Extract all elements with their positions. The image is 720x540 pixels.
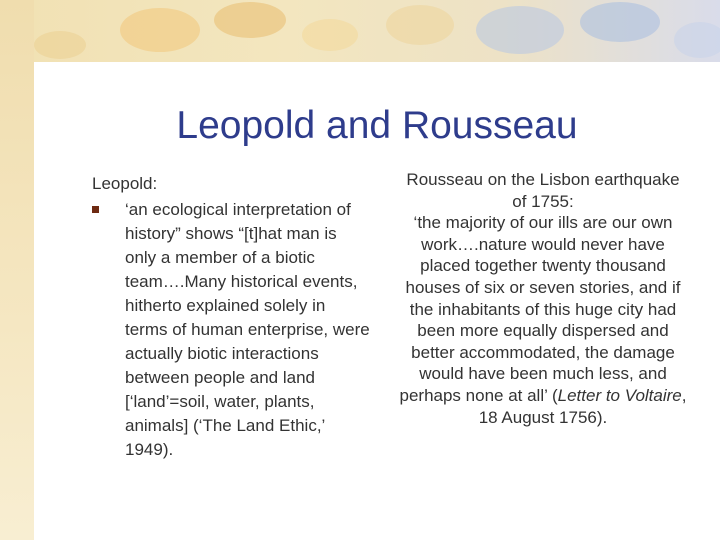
decorative-leaves-banner xyxy=(0,0,720,70)
rousseau-source-date: , 18 August 1756). xyxy=(478,385,687,427)
leopold-heading: Leopold: xyxy=(92,174,158,193)
leopold-bullet-item xyxy=(92,198,382,462)
decorative-left-band xyxy=(0,0,34,540)
rousseau-column xyxy=(398,169,688,428)
leopold-column xyxy=(92,172,382,462)
rousseau-quote-text: ‘the majority of our ills are our own work….nature would never have placed together twenty thousand houses of six or seven stories, and if the inhabitants of this huge city had been more equally dispersed and better accommodated, the damage would have been much less, and perhaps none at all’ ( xyxy=(399,213,681,405)
square-bullet-icon xyxy=(92,206,99,213)
rousseau-source-title: Letter to Voltaire xyxy=(557,385,682,405)
leopold-quote: ‘an ecological interpretation of history” shows “[t]hat man is only a member of a biotic team….Many historical events, hitherto explained solely in terms of human enterprise, were actually biotic interactions between people and land [‘land’=soil, water, plants, animals] (‘The Land Ethic,’ 1949). xyxy=(125,200,370,459)
rousseau-heading: Rousseau on the Lisbon earthquake of 1755: xyxy=(406,170,680,211)
rousseau-quote xyxy=(398,212,688,428)
slide-title: Leopold and Rousseau xyxy=(176,104,578,147)
